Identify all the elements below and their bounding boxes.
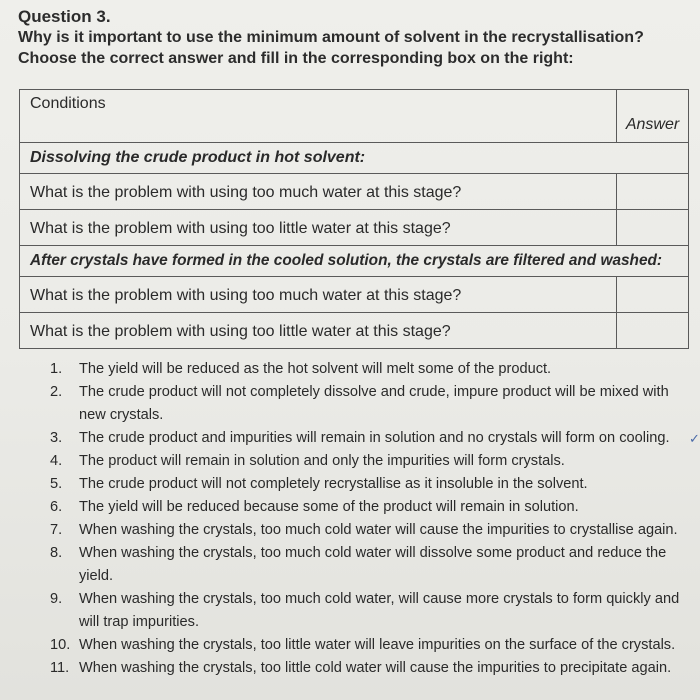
list-item — [50, 427, 697, 450]
option-number: 10. — [50, 637, 71, 653]
list-item — [50, 519, 697, 542]
option-number: 6. — [50, 499, 63, 515]
list-item — [50, 473, 697, 496]
answer-box[interactable] — [617, 174, 689, 210]
table-row — [20, 277, 689, 313]
list-item — [50, 496, 697, 519]
conditions-header: Conditions — [20, 90, 617, 143]
list-item — [50, 634, 697, 657]
option-text: When washing the crystals, too much cold water will cause the impurities to crystallise again. — [79, 522, 678, 538]
condition-question: What is the problem with using too little water at this stage? — [20, 210, 617, 246]
list-item — [50, 450, 697, 473]
section-washing-label: After crystals have formed in the cooled solution, the crystals are filtered and washed: — [20, 246, 689, 277]
answer-options-list — [50, 358, 697, 680]
option-text: The crude product will not completely dissolve and crude, impure product will be mixed with — [79, 384, 669, 400]
answer-box[interactable] — [617, 313, 689, 349]
option-text-continued: new crystals. — [79, 407, 164, 423]
question-heading — [18, 6, 688, 69]
option-text: When washing the crystals, too little cold water will cause the impurities to precipitate again. — [79, 660, 672, 676]
option-text-continued: yield. — [79, 568, 114, 584]
list-item — [50, 381, 697, 427]
option-text-continued: will trap impurities. — [79, 614, 200, 630]
answer-box[interactable] — [617, 210, 689, 246]
option-number: 3. — [50, 430, 63, 446]
option-text: The yield will be reduced because some of the product will remain in solution. — [79, 499, 579, 515]
table-row — [20, 313, 689, 349]
handwritten-tick-mark: ✓ — [689, 431, 700, 446]
answer-header: Answer — [617, 90, 689, 143]
option-text: When washing the crystals, too little water will leave impurities on the surface of the crystals. — [79, 637, 676, 653]
list-item — [50, 358, 697, 381]
list-item — [50, 588, 697, 634]
answer-box[interactable] — [617, 277, 689, 313]
section-dissolving-label: Dissolving the crude product in hot solvent: — [20, 143, 689, 174]
option-number: 2. — [50, 384, 63, 400]
option-text: When washing the crystals, too much cold water will dissolve some product and reduce the — [79, 545, 667, 561]
option-text: When washing the crystals, too much cold water, will cause more crystals to form quickly and — [79, 591, 680, 607]
option-text: The yield will be reduced as the hot solvent will melt some of the product. — [79, 361, 552, 377]
question-text: Why is it important to use the minimum amount of solvent in the recrystallisation? — [18, 29, 644, 46]
condition-question: What is the problem with using too much water at this stage? — [20, 174, 617, 210]
section-row-washing — [20, 246, 689, 277]
list-item — [50, 542, 697, 588]
question-instruction: Choose the correct answer and fill in the corresponding box on the right: — [18, 50, 574, 67]
answer-table — [19, 89, 689, 349]
condition-question: What is the problem with using too little water at this stage? — [20, 313, 617, 349]
option-number: 5. — [50, 476, 63, 492]
question-number: Question 3. — [18, 7, 111, 26]
option-number: 8. — [50, 545, 63, 561]
option-number: 9. — [50, 591, 63, 607]
option-text: The product will remain in solution and only the impurities will form crystals. — [79, 453, 565, 469]
option-text: The crude product and impurities will remain in solution and no crystals will form on cooling. — [79, 430, 670, 446]
table-row — [20, 174, 689, 210]
option-number: 11. — [50, 660, 70, 676]
list-item — [50, 657, 697, 680]
section-row-dissolving — [20, 143, 689, 174]
option-number: 1. — [50, 361, 63, 377]
option-number: 4. — [50, 453, 63, 469]
option-number: 7. — [50, 522, 63, 538]
table-header-row — [20, 90, 689, 143]
option-text: The crude product will not completely recrystallise as it insoluble in the solvent. — [79, 476, 588, 492]
table-row — [20, 210, 689, 246]
condition-question: What is the problem with using too much water at this stage? — [20, 277, 617, 313]
